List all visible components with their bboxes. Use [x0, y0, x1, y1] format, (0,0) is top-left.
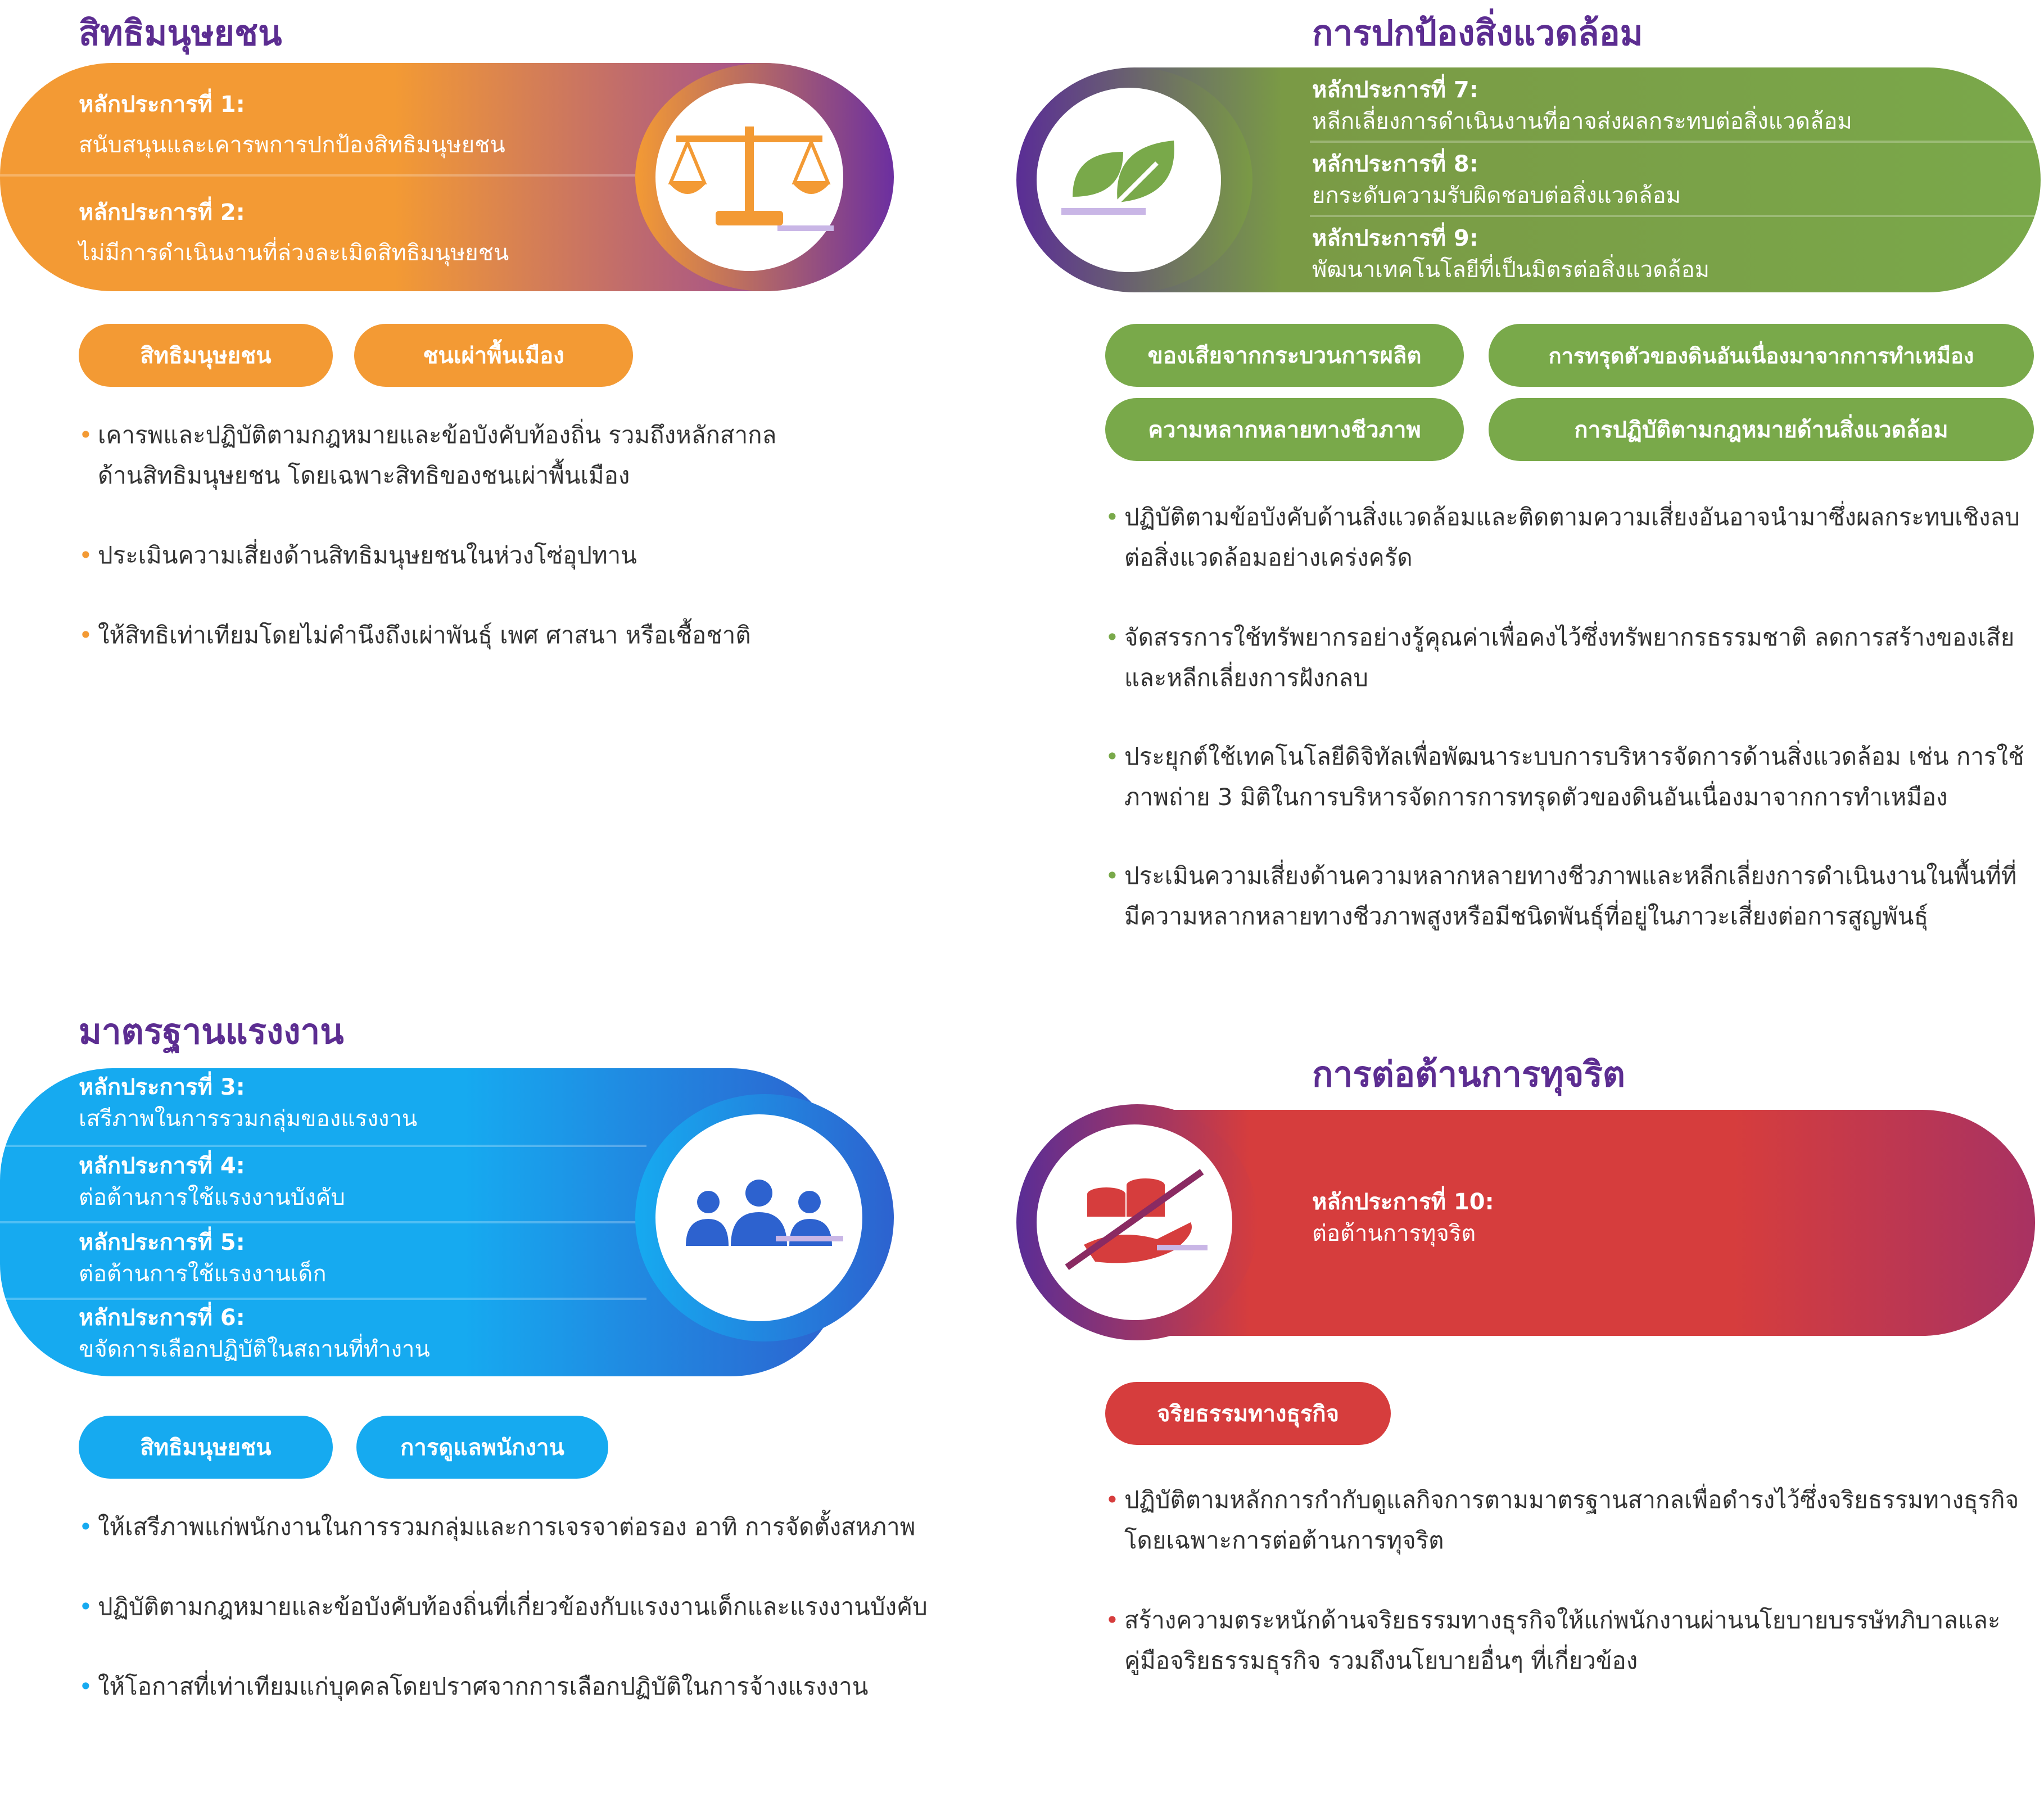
principle-6: หลักประการที่ 6: ขจัดการเลือกปฏิบัติในสถานที่ทำงาน — [79, 1305, 430, 1362]
leaf-icon — [1061, 129, 1196, 231]
labour-bullet-2: • ปฏิบัติตามกฎหมายและข้อบังคับท้องถิ่นที่เกี่ยวข้องกับแรงงานเด็กและแรงงานบังคับ — [79, 1593, 928, 1620]
human-rights-bullet-3: • ให้สิทธิเท่าเทียมโดยไม่คำนึงถึงเผ่าพันธุ์ เพศ ศาสนา หรือเชื้อชาติ — [79, 621, 751, 649]
human-rights-bullet-2: • ประเมินความเสี่ยงด้านสิทธิมนุษยชนในห่วงโซ่อุปทาน — [79, 541, 637, 569]
tag-labour-human-rights[interactable]: สิทธิมนุษยชน — [79, 1416, 333, 1479]
principle-4: หลักประการที่ 4: ต่อต้านการใช้แรงงานบังคับ — [79, 1153, 345, 1210]
principle-8: หลักประการที่ 8: ยกระดับความรับผิดชอบต่อสิ่งแวดล้อม — [1312, 151, 1681, 209]
principle-7: หลักประการที่ 7: หลีกเลี่ยงการดำเนินงานที่อาจส่งผลกระทบต่อสิ่งแวดล้อม — [1312, 77, 1852, 134]
principle-5: หลักประการที่ 5: ต่อต้านการใช้แรงงานเด็ก — [79, 1230, 327, 1287]
anti-corruption-bullet-2: • สร้างความตระหนักด้านจริยธรรมทางธุรกิจให้แก่พนักงานผ่านนโยบายบรรษัทภิบาลและคู่มือจริยธรรมธุรกิจ รวมถึงนโยบายอื่นๆ ที่เกี่ยวข้อง — [1105, 1606, 2001, 1674]
principle-2: หลักประการที่ 2: ไม่มีการดำเนินงานที่ล่วงละเมิดสิทธิมนุษยชน — [79, 200, 509, 266]
environment-bullet-4: • ประเมินความเสี่ยงด้านความหลากหลายทางชีวภาพและหลีกเลี่ยงการดำเนินงานในพื้นที่ที่มีความหลากหลายทางชีวภาพสูงหรือมีชนิดพันธุ์ที่อยู่ในภาวะเสี่ยงต่อการสูญพันธุ์ — [1105, 862, 2017, 930]
principle-1: หลักประการที่ 1: สนับสนุนและเคารพการปกป้องสิทธิมนุษยชน — [79, 92, 505, 158]
tag-employee-care[interactable]: การดูแลพนักงาน — [356, 1416, 608, 1479]
tag-environmental-compliance[interactable]: การปฏิบัติตามกฎหมายด้านสิ่งแวดล้อม — [1489, 398, 2034, 461]
environment-bullet-1: • ปฏิบัติตามข้อบังคับด้านสิ่งแวดล้อมและติดตามความเสี่ยงอันอาจนำมาซึ่งผลกระทบเชิงลบต่อสิ่งแวดล้อมอย่างเคร่งครัด — [1105, 503, 2020, 571]
labour-emblem — [635, 1094, 894, 1341]
anti-corruption-bullet-1: • ปฏิบัติตามหลักการกำกับดูแลกิจการตามมาตรฐานสากลเพื่อดำรงไว้ซึ่งจริยธรรมทางธุรกิจโดยเฉพาะการต่อต้านการทุจริต — [1105, 1486, 2019, 1554]
environment-bullet-2: • จัดสรรการใช้ทรัพยากรอย่างรู้คุณค่าเพื่อคงไว้ซึ่งทรัพยากรธรรมชาติ ลดการสร้างของเสียและหลีกเลี่ยงการฝังกลบ — [1105, 624, 2015, 692]
scales-icon — [665, 115, 834, 239]
environment-bullet-3: • ประยุกต์ใช้เทคโนโลยีดิจิทัลเพื่อพัฒนาระบบการบริหารจัดการด้านสิ่งแวดล้อม เช่น การใช้ภาพถ่าย 3 มิติในการบริหารจัดการการทรุดตัวของดินอันเนื่องมาจากการทำเหมือง — [1105, 743, 2024, 811]
tag-biodiversity[interactable]: ความหลากหลายทางชีวภาพ — [1105, 398, 1464, 461]
labour-bullet-3: • ให้โอกาสที่เท่าเทียมแก่บุคคลโดยปราศจากการเลือกปฏิบัติในการจ้างแรงงาน — [79, 1673, 869, 1700]
human-rights-bullet-1: • เคารพและปฏิบัติตามกฎหมายและข้อบังคับท้องถิ่น รวมถึงหลักสากลด้านสิทธิมนุษยชน โดยเฉพาะสิทธิของชนเผ่าพื้นเมือง — [79, 421, 777, 489]
no-bribery-icon — [1061, 1160, 1208, 1284]
principle-10: หลักประการที่ 10: ต่อต้านการทุจริต — [1312, 1189, 1494, 1246]
section-title-human-rights: สิทธิมนุษยชน — [79, 12, 282, 53]
environment-emblem — [1016, 67, 1252, 292]
tag-production-waste[interactable]: ของเสียจากกระบวนการผลิต — [1105, 324, 1464, 387]
human-rights-emblem — [635, 63, 894, 291]
anti-corruption-emblem — [1016, 1104, 1258, 1340]
tag-mining-subsidence[interactable]: การทรุดตัวของดินอันเนื่องมาจากการทำเหมือง — [1489, 324, 2034, 387]
labour-bullet-1: • ให้เสรีภาพแก่พนักงานในการรวมกลุ่มและการเจรจาต่อรอง อาทิ การจัดตั้งสหภาพ — [79, 1513, 916, 1541]
tag-human-rights[interactable]: สิทธิมนุษยชน — [79, 324, 333, 387]
tag-indigenous-peoples[interactable]: ชนเผ่าพื้นเมือง — [354, 324, 633, 387]
people-icon — [675, 1173, 843, 1263]
tag-business-ethics[interactable]: จริยธรรมทางธุรกิจ — [1105, 1382, 1391, 1445]
section-title-labour: มาตรฐานแรงงาน — [79, 1011, 344, 1052]
principle-3: หลักประการที่ 3: เสรีภาพในการรวมกลุ่มของแรงงาน — [79, 1074, 418, 1132]
principle-9: หลักประการที่ 9: พัฒนาเทคโนโลยีที่เป็นมิตรต่อสิ่งแวดล้อม — [1312, 225, 1710, 283]
section-title-anti-corruption: การต่อต้านการทุจริต — [1312, 1054, 1626, 1095]
section-title-environment: การปกป้องสิ่งแวดล้อม — [1312, 12, 1643, 53]
